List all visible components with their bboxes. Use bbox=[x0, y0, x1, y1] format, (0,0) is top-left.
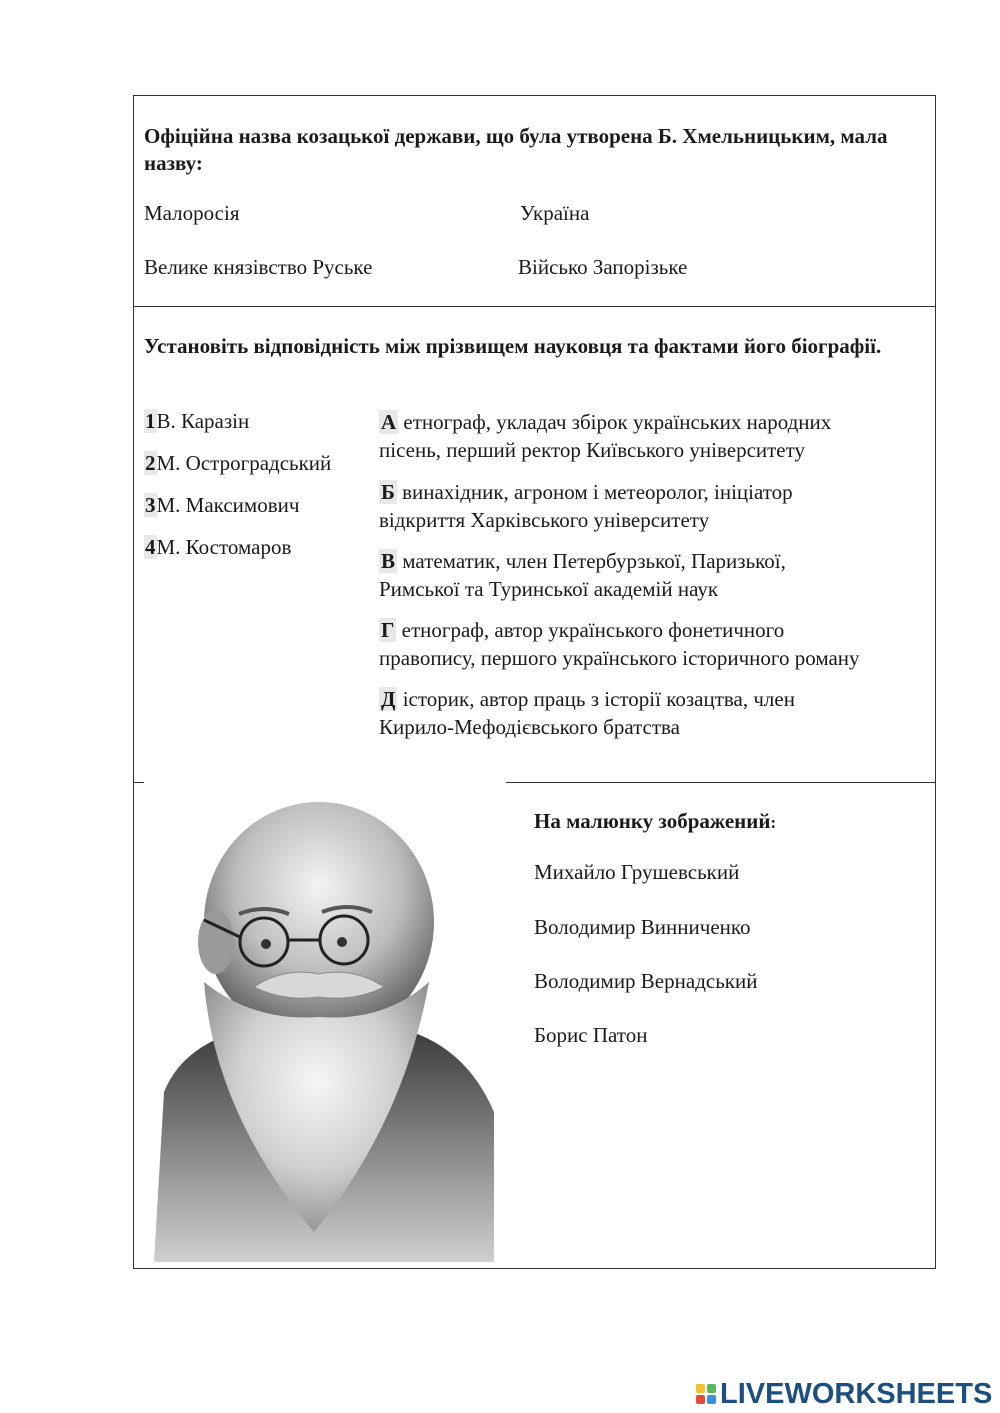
fact-letter: В bbox=[381, 549, 396, 573]
q3-option-3[interactable]: Володимир Вернадський bbox=[534, 969, 758, 993]
scientist-3[interactable] bbox=[144, 492, 299, 519]
question-1-prompt: Офіційна назва козацької держави, що була утворена Б. Хмельницьким, мала назву: bbox=[144, 124, 888, 175]
q1-option-2[interactable]: Україна bbox=[520, 201, 590, 225]
fact-d[interactable] bbox=[379, 685, 934, 741]
question-3-prompt-colon: : bbox=[770, 813, 777, 832]
question-3 bbox=[134, 782, 935, 1268]
fact-letter: Д bbox=[381, 687, 396, 711]
fact-line-2: Римської та Туринської академій наук bbox=[379, 577, 719, 601]
scientist-name: В. Каразін bbox=[156, 409, 250, 433]
q3-option-1[interactable]: Михайло Грушевський bbox=[534, 860, 740, 884]
q1-option-4[interactable]: Військо Запорізьке bbox=[518, 255, 688, 279]
fact-v[interactable] bbox=[379, 547, 934, 603]
question-3-prompt-text: На малюнку зображений bbox=[534, 809, 771, 833]
scientist-number: 4 bbox=[145, 535, 156, 559]
scientist-name: М. Максимович bbox=[156, 493, 300, 517]
fact-line-1: історик, автор праць з історії козацтва, член bbox=[402, 687, 795, 711]
fact-b[interactable] bbox=[379, 478, 934, 534]
fact-h[interactable] bbox=[379, 616, 934, 672]
portrait-image bbox=[144, 792, 504, 1262]
fact-line-2: відкриття Харківського університету bbox=[379, 508, 710, 532]
liveworksheets-logo-icon bbox=[696, 1384, 716, 1404]
q3-option-2[interactable]: Володимир Винниченко bbox=[534, 915, 751, 939]
worksheet bbox=[133, 95, 936, 1269]
scientist-number: 3 bbox=[145, 493, 156, 517]
question-2-prompt: Установіть відповідність між прізвищем науковця та фактами його біографії. bbox=[144, 334, 882, 358]
liveworksheets-logo bbox=[696, 1376, 992, 1412]
scientist-2[interactable] bbox=[144, 450, 331, 477]
fact-line-1: математик, член Петербурзької, Паризької, bbox=[402, 549, 786, 573]
liveworksheets-wordmark: LIVEWORKSHEETS bbox=[720, 1377, 993, 1410]
q1-option-3[interactable]: Велике князівство Руське bbox=[144, 255, 373, 279]
scientist-number: 1 bbox=[145, 409, 156, 433]
fact-line-1: винахідник, агроном і метеоролог, ініціатор bbox=[402, 480, 793, 504]
scientist-name: М. Костомаров bbox=[156, 535, 292, 559]
scientist-1[interactable] bbox=[144, 408, 249, 435]
question-2 bbox=[134, 306, 935, 782]
fact-line-2: пісень, перший ректор Київського університету bbox=[379, 438, 806, 462]
fact-letter: А bbox=[381, 410, 397, 434]
q3-option-4[interactable]: Борис Патон bbox=[534, 1023, 648, 1047]
fact-line-2: правопису, першого українського історичного роману bbox=[379, 646, 860, 670]
question-1 bbox=[134, 96, 935, 307]
scientist-4[interactable] bbox=[144, 534, 291, 561]
scientist-name: М. Остроградський bbox=[156, 451, 332, 475]
fact-line-2: Кирило-Мефодієвського братства bbox=[379, 715, 680, 739]
fact-letter: Б bbox=[381, 480, 395, 504]
fact-letter: Г bbox=[381, 618, 395, 642]
fact-line-1: етнограф, укладач збірок українських народних bbox=[403, 410, 832, 434]
question-3-prompt bbox=[534, 808, 776, 836]
fact-a[interactable] bbox=[379, 408, 934, 464]
fact-line-1: етнограф, автор українського фонетичного bbox=[401, 618, 785, 642]
scientist-number: 2 bbox=[145, 451, 156, 475]
q1-option-1[interactable]: Малоросія bbox=[144, 201, 240, 225]
